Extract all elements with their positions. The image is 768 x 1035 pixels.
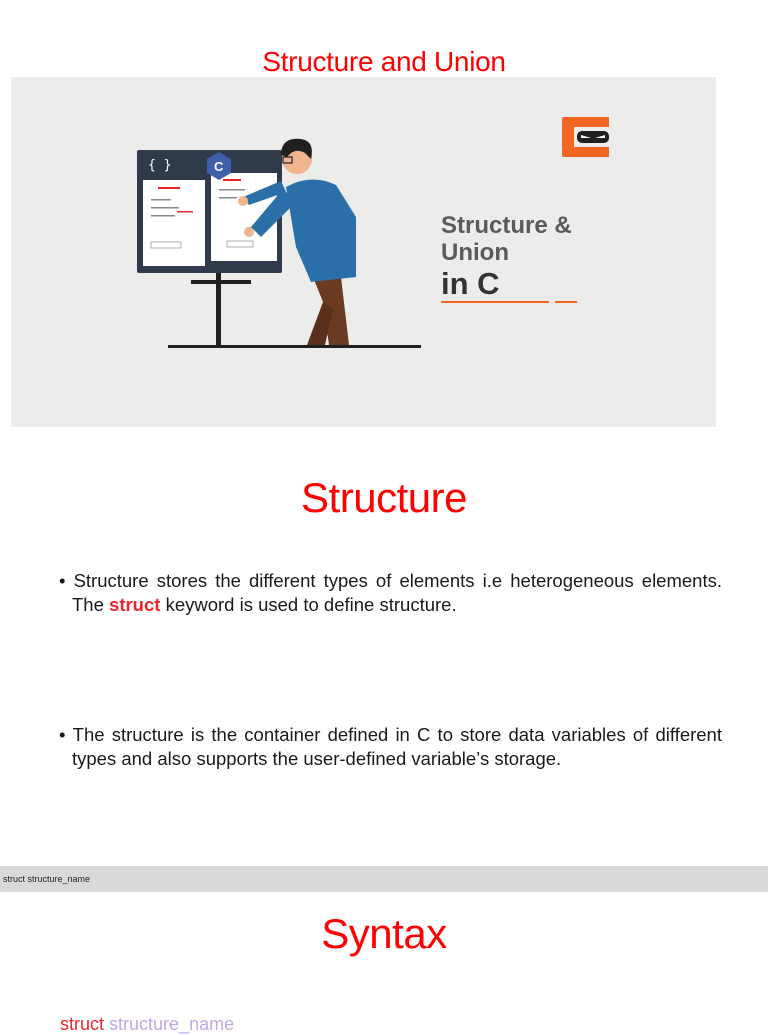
note-text: struct structure_name xyxy=(3,874,91,884)
banner-heading-line2: Union xyxy=(441,239,509,266)
slide-structure-and-union xyxy=(0,0,768,440)
svg-text:C: C xyxy=(214,159,224,174)
banner-heading-line3: in C xyxy=(441,266,500,301)
slide-title: Syntax xyxy=(321,910,447,957)
bullet-text: keyword is used to define structure. xyxy=(160,593,457,615)
slide-note-strip xyxy=(0,866,768,892)
bullet-structure-definition: • Structure stores the different types of elements i.e heterogeneous elements. The struct keyword is used to define structure. xyxy=(59,569,722,615)
accent-line-short xyxy=(555,301,577,303)
bullet-text: Structure stores the different types of elements i.e heterogeneous elements. The xyxy=(72,569,722,615)
svg-text:{ }: { } xyxy=(148,158,172,173)
coding-ninjas-logo-icon xyxy=(562,117,609,157)
code-identifier: structure_name xyxy=(109,1014,235,1034)
slide-title: Structure and Union xyxy=(262,46,506,77)
slide-title: Structure xyxy=(301,474,467,521)
banner-heading-line1: Structure & xyxy=(441,212,572,239)
bullet-text: The structure is the container defined in C to store data variables of different types and also supports the user-defined variable’s storage. xyxy=(72,723,722,769)
banner-image xyxy=(11,77,716,427)
monitor-illustration xyxy=(137,150,421,348)
code-keyword: struct xyxy=(60,1014,105,1034)
slide-structure xyxy=(0,440,768,866)
slide-syntax xyxy=(0,892,768,1034)
syntax-code-line xyxy=(60,1014,234,1035)
bullet-structure-container: • The structure is the container defined in C to store data variables of different types and also supports the user-defined variable’s storage. xyxy=(59,723,722,769)
struct-keyword: struct xyxy=(109,593,161,615)
accent-line xyxy=(441,301,549,303)
banner-illustration xyxy=(11,77,716,427)
